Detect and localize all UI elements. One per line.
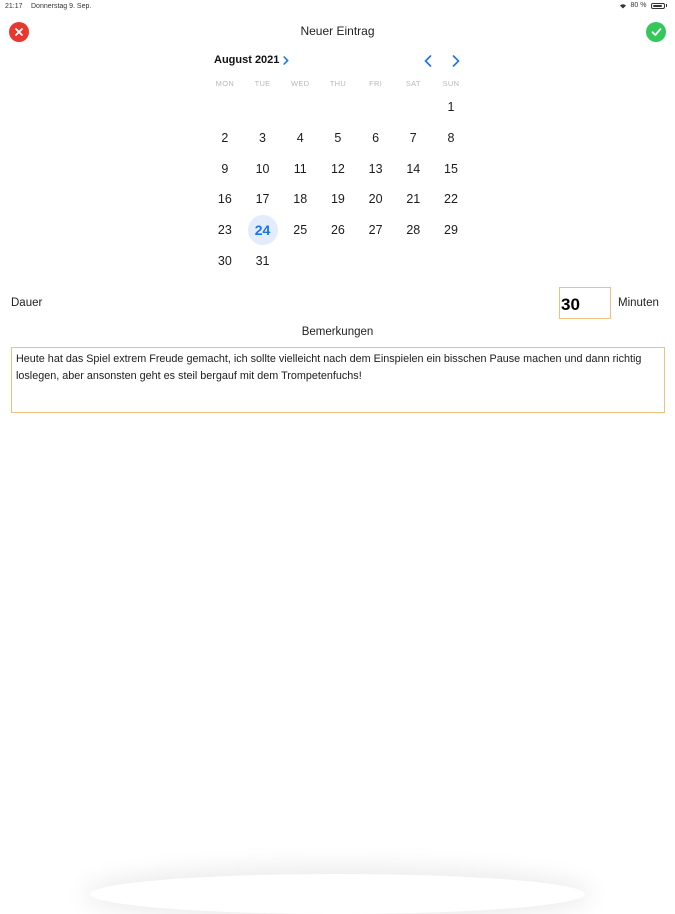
- day-number: 14: [406, 161, 421, 176]
- calendar-day-grid: [206, 92, 470, 276]
- home-indicator-shadow: [90, 874, 585, 914]
- weekday-label: WED: [291, 79, 310, 88]
- weekday-label: MON: [215, 79, 235, 88]
- day-number: 10: [255, 161, 270, 176]
- calendar-day[interactable]: [206, 184, 244, 215]
- calendar-day[interactable]: [357, 215, 395, 246]
- next-month-button[interactable]: [449, 53, 463, 69]
- remarks-label: Bemerkungen: [301, 326, 374, 338]
- checkmark-icon: [651, 27, 662, 37]
- status-date: Donnerstag 9. Sep.: [31, 3, 92, 10]
- day-number: 24: [254, 222, 271, 239]
- month-label: August 2021: [214, 54, 280, 66]
- day-number: 22: [444, 192, 458, 207]
- calendar-day[interactable]: [432, 215, 470, 246]
- chevron-left-icon: [424, 55, 432, 67]
- calendar-day-selected[interactable]: [244, 215, 282, 246]
- calendar-day[interactable]: [357, 153, 395, 184]
- day-number: 29: [444, 223, 458, 238]
- weekday-label: THU: [329, 79, 347, 88]
- day-number: 31: [255, 253, 270, 268]
- calendar-day[interactable]: [319, 215, 357, 246]
- day-number: 6: [372, 131, 380, 146]
- day-number: 30: [217, 253, 232, 268]
- calendar-day[interactable]: [281, 184, 319, 215]
- weekday-label: TUE: [254, 79, 271, 88]
- day-number: 1: [447, 100, 455, 115]
- status-bar: [0, 0, 675, 14]
- calendar-day[interactable]: [319, 153, 357, 184]
- status-time: 21:17: [5, 3, 23, 10]
- duration-label: Dauer: [11, 297, 43, 309]
- weekday-label: SUN: [442, 79, 460, 88]
- calendar-day[interactable]: [432, 153, 470, 184]
- calendar-day[interactable]: [206, 245, 244, 276]
- calendar-day[interactable]: [281, 123, 319, 154]
- calendar-day[interactable]: [206, 215, 244, 246]
- day-number: 4: [296, 131, 304, 146]
- calendar-day[interactable]: [432, 123, 470, 154]
- day-number: 27: [368, 223, 383, 238]
- wifi-icon: [619, 3, 627, 9]
- calendar-day[interactable]: [394, 184, 432, 215]
- chevron-right-icon: [283, 56, 289, 65]
- day-number: 9: [221, 161, 229, 176]
- calendar-day[interactable]: [394, 123, 432, 154]
- day-number: 21: [406, 192, 421, 207]
- status-right: [619, 2, 667, 9]
- weekday-label: SAT: [405, 79, 421, 88]
- day-number: 3: [259, 131, 266, 146]
- day-number: 23: [217, 223, 232, 238]
- day-number: 2: [221, 131, 229, 146]
- day-number: 28: [406, 223, 421, 238]
- day-number: 25: [293, 223, 308, 238]
- confirm-button[interactable]: [646, 22, 666, 42]
- weekday-label: FRI: [369, 79, 383, 88]
- day-number: 19: [330, 192, 345, 207]
- month-picker-button[interactable]: [214, 54, 289, 66]
- day-number: 7: [409, 131, 417, 146]
- calendar-day[interactable]: [244, 123, 282, 154]
- previous-month-button[interactable]: [421, 53, 435, 69]
- calendar-day[interactable]: [244, 153, 282, 184]
- battery-percent: 80 %: [630, 2, 647, 9]
- calendar-empty-cell: [206, 92, 244, 123]
- day-number: 20: [368, 192, 383, 207]
- page-title: Neuer Eintrag: [300, 24, 375, 38]
- calendar-day[interactable]: [206, 123, 244, 154]
- battery-icon: [651, 3, 665, 9]
- calendar-day[interactable]: [357, 184, 395, 215]
- calendar-day[interactable]: [394, 153, 432, 184]
- weekday-header-row: [206, 79, 470, 88]
- day-number: 5: [334, 131, 342, 146]
- calendar-empty-cell: [281, 92, 319, 123]
- calendar-day[interactable]: [319, 123, 357, 154]
- calendar-day[interactable]: [394, 215, 432, 246]
- battery-tip: [666, 4, 668, 7]
- day-number: 18: [293, 192, 308, 207]
- day-number: 26: [330, 223, 345, 238]
- calendar-day[interactable]: [432, 92, 470, 123]
- day-number: 17: [255, 192, 270, 207]
- calendar-empty-cell: [394, 92, 432, 123]
- calendar-day[interactable]: [244, 245, 282, 276]
- remarks-textarea[interactable]: Heute hat das Spiel extrem Freude gemacht, ich sollte vielleicht nach dem Einspielen ein bisschen Pause machen und dann richtig loslegen, aber ansonsten geht es steil bergauf mit dem Trompetenfuchs!: [11, 347, 665, 413]
- calendar-day[interactable]: [281, 215, 319, 246]
- day-number: 11: [293, 161, 307, 176]
- calendar-empty-cell: [244, 92, 282, 123]
- day-number: 8: [447, 131, 455, 146]
- duration-unit-label: Minuten: [618, 297, 659, 309]
- duration-input[interactable]: [559, 287, 611, 319]
- calendar-day[interactable]: [281, 153, 319, 184]
- day-number: 16: [217, 192, 232, 207]
- calendar-day[interactable]: [432, 184, 470, 215]
- day-number: 12: [330, 161, 345, 176]
- day-number: 15: [444, 161, 458, 176]
- calendar-empty-cell: [357, 92, 395, 123]
- day-number: 13: [368, 161, 383, 176]
- calendar-day[interactable]: [206, 153, 244, 184]
- calendar-day[interactable]: [357, 123, 395, 154]
- calendar-day[interactable]: [244, 184, 282, 215]
- calendar-day[interactable]: [319, 184, 357, 215]
- chevron-right-icon: [452, 55, 460, 67]
- calendar-empty-cell: [319, 92, 357, 123]
